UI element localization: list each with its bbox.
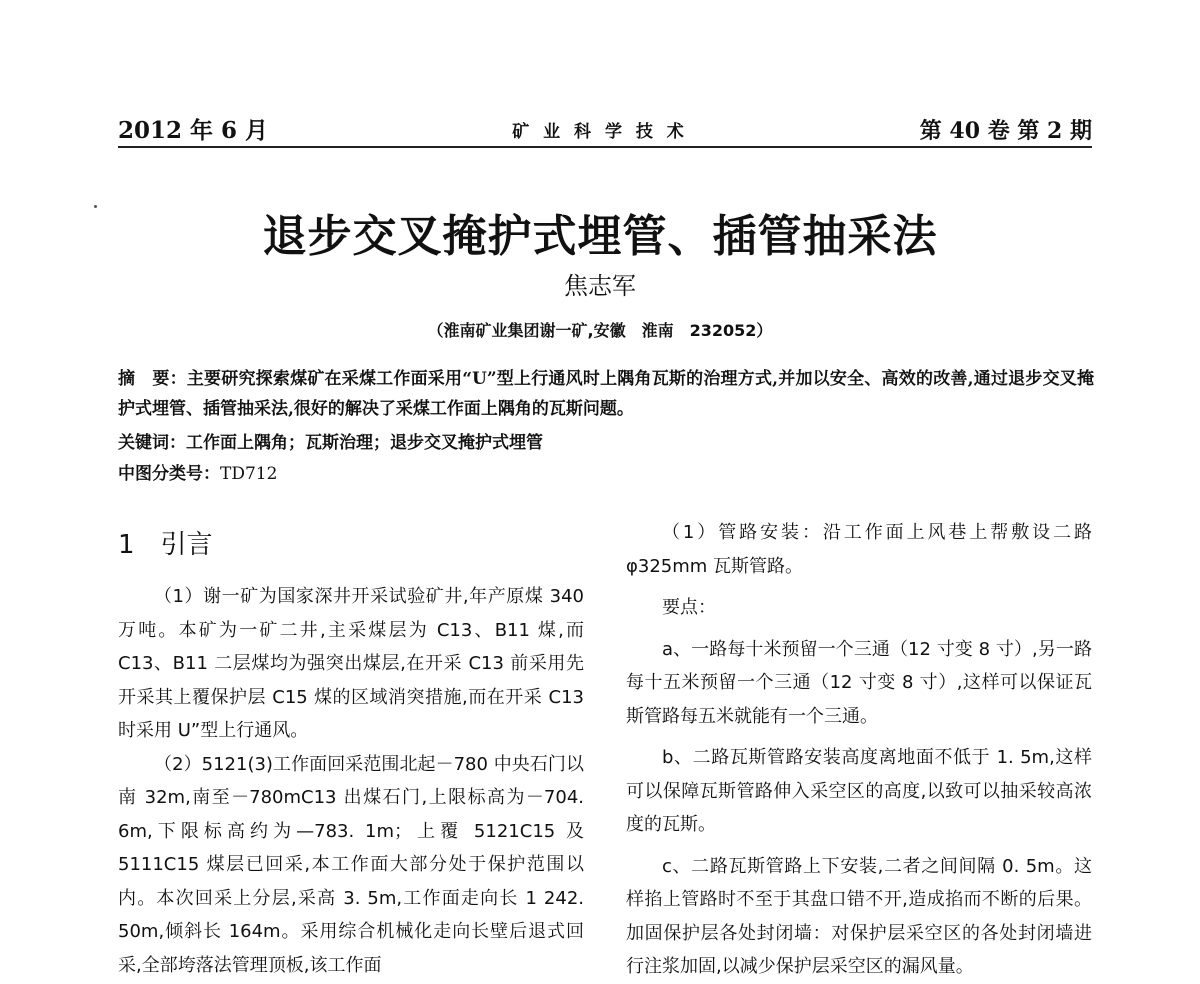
header-date: 2012 年 6 月 xyxy=(118,117,269,144)
classification-label: 中图分类号： xyxy=(118,464,220,484)
header-rule xyxy=(118,146,1092,148)
keywords-label: 关键词： xyxy=(118,433,186,453)
paper-author: 焦志军 xyxy=(564,272,636,300)
right-paragraph-1: （1）管路安装：沿工作面上风巷上帮敷设二路 φ325mm 瓦斯管路。 xyxy=(626,522,1092,577)
section-title: 引言 xyxy=(160,530,213,560)
keywords xyxy=(118,428,1094,453)
classification xyxy=(118,459,1094,484)
right-paragraph-4: b、二路瓦斯管路安装高度离地面不低于 1. 5m,这样可以保障瓦斯管路伸入采空区的高度,以致可以抽采较高浓度的瓦斯。 xyxy=(626,747,1092,835)
left-paragraph-2: （2）5121(3)工作面回采范围北起－780 中央石门以南 32m,南至－780mC13 出煤石门,上限标高为－704. 6m,下限标高约为—783. 1m；上覆 5121C15 及 5111C15 煤层已回采,本工作面大部分处于保护范围以内。本次回采上分层,采高 3. 5m,工作面走向长 1 242. 50m,倾斜长 164m。采用综合机械化走向长壁后退式回采,全部垮落法管理顶板,该工作面 xyxy=(118,753,584,976)
right-paragraph-2: 要点： xyxy=(662,597,716,618)
classification-text: TD712 xyxy=(220,464,278,484)
author-affiliation: （淮南矿业集团谢一矿,安徽 淮南 232052） xyxy=(427,321,773,340)
section-heading xyxy=(118,524,213,561)
abstract-text: 主要研究探索煤矿在采煤工作面采用“U”型上行通风时上隅角瓦斯的治理方式,并加以安全、高效的改善,通过退步交叉掩护式埋管、插管抽采法,很好的解决了采煤工作面上隅角的瓦斯问题。 xyxy=(118,369,1094,419)
keywords-text: 工作面上隅角；瓦斯治理；退步交叉掩护式埋管 xyxy=(186,433,543,453)
left-paragraph-1: （1）谢一矿为国家深井开采试验矿井,年产原煤 340 万吨。本矿为一矿二井,主采煤层为 C13、B11 煤,而 C13、B11 二层煤均为强突出煤层,在开采 C13 前采用先开采其上覆保护层 C15 煤的区域消突措施,而在开采 C13 时采用 U”型上行通风。 xyxy=(118,586,584,741)
header-issue: 第 40 卷 第 2 期 xyxy=(919,118,1092,144)
abstract-label: 摘 要： xyxy=(118,369,187,389)
abstract xyxy=(118,364,1094,424)
right-column xyxy=(626,516,1092,984)
header-journal-name: 矿 业 科 学 技 术 xyxy=(512,122,688,142)
paper-title: 退步交叉掩护式埋管、插管抽采法 xyxy=(262,211,938,262)
section-number: 1 xyxy=(118,530,135,560)
right-paragraph-5: c、二路瓦斯管路上下安装,二者之间间隔 0. 5m。这样掐上管路时不至于其盘口错不开,造成掐而不断的后果。加固保护层各处封闭墙：对保护层采空区的各处封闭墙进行注浆加固,以减少保护层采空区的漏风量。 xyxy=(626,855,1092,977)
right-paragraph-3: a、一路每十米预留一个三通（12 寸变 8 寸）,另一路每十五米预留一个三通（12 寸变 8 寸）,这样可以保证瓦斯管路每五米就能有一个三通。 xyxy=(626,638,1092,727)
left-column xyxy=(118,580,584,982)
